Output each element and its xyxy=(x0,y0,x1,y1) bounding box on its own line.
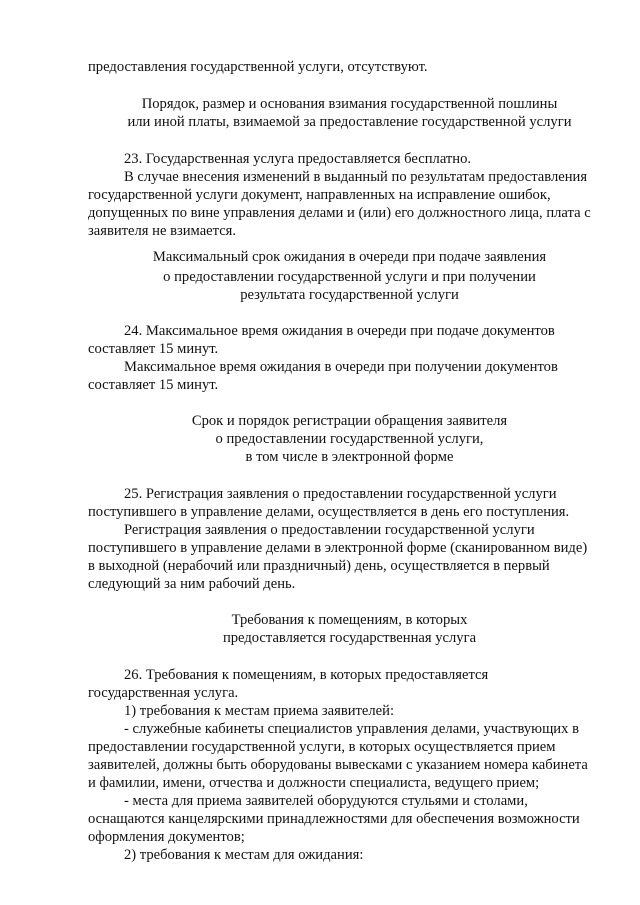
section-heading-line: Срок и порядок регистрации обращения заявителя xyxy=(191,413,508,429)
section-heading-line: Максимальный срок ожидания в очереди при подаче заявления xyxy=(152,249,547,265)
list-item-first-line: - места для приема заявителей оборудуются стульями и столами, xyxy=(124,793,528,809)
section-heading-line: предоставляется государственная услуга xyxy=(222,630,477,646)
text-line: и фамилии, имени, отчества и должности специалиста, ведущего прием; xyxy=(88,775,540,791)
paragraph-first-line: В случае внесения изменений в выданный по результатам предоставления xyxy=(124,169,588,185)
paragraph-first-line: 23. Государственная услуга предоставляется бесплатно. xyxy=(124,151,472,167)
section-heading-line: о предоставлении государственной услуги, xyxy=(215,431,484,447)
text-line: составляет 15 минут. xyxy=(88,341,219,357)
text-line: в выходной (нерабочий или праздничный) день, осуществляется в первый xyxy=(88,558,550,574)
text-line: предоставления государственной услуги, отсутствуют. xyxy=(88,59,428,75)
text-line: оснащаются канцелярскими принадлежностями для обеспечения возможности xyxy=(88,811,580,827)
text-line: государственная услуга. xyxy=(88,685,239,701)
section-heading-line: Требования к помещениям, в которых xyxy=(231,612,468,628)
section-heading-line: результата государственной услуги xyxy=(240,287,459,303)
text-line: следующий за ним рабочий день. xyxy=(88,576,296,592)
text-line: составляет 15 минут. xyxy=(88,377,219,393)
section-heading-line: Порядок, размер и основания взимания государственной пошлины xyxy=(141,96,558,112)
section-heading-line: в том числе в электронной форме xyxy=(245,449,454,465)
text-line: допущенных по вине управления делами и (или) его должностного лица, плата с xyxy=(88,205,591,221)
text-line: предоставлении государственной услуги, в которых осуществляется прием xyxy=(88,739,556,755)
list-item-heading: 1) требования к местам приема заявителей: xyxy=(124,703,395,719)
paragraph-first-line: Регистрация заявления о предоставлении государственной услуги xyxy=(124,522,535,538)
text-line: поступившего в управление делами, осуществляется в день его поступления. xyxy=(88,504,570,520)
text-line: поступившего в управление делами в электронной форме (сканированном виде) xyxy=(88,540,588,556)
text-line: заявителя не взимается. xyxy=(88,223,237,239)
paragraph-first-line: Максимальное время ожидания в очереди при получении документов xyxy=(124,359,558,375)
section-heading-line: или иной платы, взимаемой за предоставление государственной услуги xyxy=(127,114,572,130)
list-item-heading: 2) требования к местам для ожидания: xyxy=(124,847,364,863)
paragraph-first-line: 24. Максимальное время ожидания в очереди при подаче документов xyxy=(124,323,555,339)
list-item-first-line: - служебные кабинеты специалистов управления делами, участвующих в xyxy=(124,721,579,737)
paragraph-first-line: 26. Требования к помещениям, в которых предоставляется xyxy=(124,667,489,683)
section-heading-line: о предоставлении государственной услуги и при получении xyxy=(163,269,536,285)
text-line: заявителей, должны быть оборудованы вывесками с указанием номера кабинета xyxy=(88,757,588,773)
text-line: государственной услуги документ, направленных на исправление ошибок, xyxy=(88,187,551,203)
paragraph-first-line: 25. Регистрация заявления о предоставлении государственной услуги xyxy=(124,486,557,502)
text-line: оформления документов; xyxy=(88,829,245,845)
